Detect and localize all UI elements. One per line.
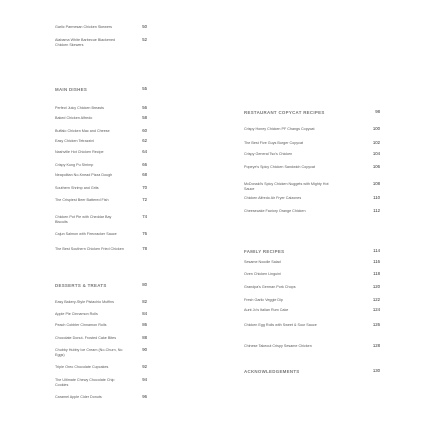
entry-title: The Best Southern Chicken Fried Chicken <box>55 247 124 251</box>
entry-title: The Ultimate Chewy Chocolate Chip Cookies <box>55 378 115 387</box>
page-number: 84 <box>142 311 147 316</box>
entry-title: Alabama White Barbecue Blackened Chicken Skewers <box>55 38 116 47</box>
page-number: 68 <box>142 172 147 177</box>
page-number: 76 <box>142 231 147 236</box>
section-title: MAIN DISHES <box>55 87 88 92</box>
page-number: 100 <box>372 126 380 131</box>
entry-title: Baked Chicken Alfredo <box>55 116 93 120</box>
section-title: FAMILY RECIPES <box>244 249 285 254</box>
page-number: 98 <box>375 109 380 114</box>
page-number: 114 <box>373 248 380 253</box>
entry-title: McDonald's Spicy Chicken Nuggets with Mighty Hot Sauce <box>244 182 329 191</box>
page-number: 86 <box>142 322 147 327</box>
page-number: 56 <box>142 105 147 110</box>
page-number: 78 <box>142 246 147 251</box>
page-number: 72 <box>142 197 147 202</box>
page-number: 104 <box>372 151 380 156</box>
entry-title: Chicken Alfredo Air Fryer Calzones <box>244 196 302 200</box>
page-number: 110 <box>373 195 380 200</box>
section-title: RESTAURANT COPYCAT RECIPES <box>244 110 325 115</box>
entry-title: Cheesecake Factory Orange Chicken <box>244 209 306 213</box>
page-number: 112 <box>373 208 380 213</box>
page-number: 60 <box>142 128 147 133</box>
entry-title: Peach Cobbler Cinnamon Rolls <box>55 323 107 327</box>
page-number: 64 <box>142 149 147 154</box>
entry-title: Chicken Pot Pie with Cheddar Bay Biscuits <box>55 215 112 224</box>
page-number: 80 <box>142 282 147 287</box>
page-number: 128 <box>372 343 380 348</box>
page-number: 55 <box>142 86 147 91</box>
page-number: 122 <box>372 297 380 302</box>
page-number: 82 <box>142 299 147 304</box>
entry-title: Aunt Jo's Italian Rum Cake <box>244 308 289 312</box>
entry-title: Apple Pie Cinnamon Rolls <box>55 312 98 316</box>
entry-title: Caramel Apple Cider Donuts <box>55 395 102 399</box>
entry-title: Popeye's Spicy Chicken Sandwich Copycat <box>244 165 316 169</box>
entry-title: Nashville Hot Chicken Recipe <box>55 150 104 154</box>
page-number: 96 <box>142 394 147 399</box>
entry-title: Chinese Takeout Crispy Sesame Chicken <box>244 344 312 348</box>
page-number: 62 <box>142 138 147 143</box>
entry-title: Southern Shrimp and Grits <box>55 186 99 190</box>
page-number: 116 <box>373 259 380 264</box>
page-number: 126 <box>372 322 380 327</box>
page-number: 58 <box>142 115 147 120</box>
page-number: 108 <box>372 181 380 186</box>
section-title: DESSERTS & TREATS <box>55 283 107 288</box>
entry-title: The Crispiest Beer Battered Fish <box>55 198 109 202</box>
page-number: 124 <box>372 307 380 312</box>
entry-title: Crispy General Tso's Chicken <box>244 152 293 156</box>
page-number: 52 <box>142 37 147 42</box>
page-number: 118 <box>373 271 380 276</box>
page-number: 90 <box>142 347 147 352</box>
page-number: 94 <box>142 377 147 382</box>
page-number: 130 <box>372 368 380 373</box>
page-number: 92 <box>142 364 147 369</box>
entry-title: Oven Chicken Linguini <box>244 272 281 276</box>
entry-title: Sesame Noodle Salad <box>244 260 281 264</box>
entry-title: The Best Five Guys Burger Copycat <box>244 141 304 145</box>
entry-title: Chicken Egg Rolls with Sweet & Sour Sauce <box>244 323 317 327</box>
entry-title: Garlic Parmesan Chicken Skewers <box>55 25 112 29</box>
entry-title: Grandpa's German Pork Chops <box>244 285 296 289</box>
entry-title: Chubby Hubby Ice Cream (No-Churn, No Eggs) <box>55 348 123 357</box>
page-number: 120 <box>372 284 380 289</box>
entry-title: Triple Oreo Chocolate Cupcakes <box>55 365 109 369</box>
page-number: 66 <box>142 162 147 167</box>
page-number: 74 <box>142 214 147 219</box>
page-number: 50 <box>142 24 147 29</box>
page-number: 102 <box>372 140 380 145</box>
entry-title: Easy Bakery-Style Pistachio Muffins <box>55 300 114 304</box>
page-number: 70 <box>142 185 147 190</box>
section-title: ACKNOWLEDGEMENTS <box>244 369 300 374</box>
entry-title: Crispy Honey Chicken PF Changs Copycat <box>244 127 315 131</box>
entry-title: Easy Chicken Tetrazzini <box>55 139 95 143</box>
entry-title: Chocolate Donut- Frosted Cake Bites <box>55 336 117 340</box>
entry-title: Neapolitan No-Knead Pizza Dough <box>55 173 113 177</box>
entry-title: Crispy Kung Pu Shrimp <box>55 163 94 167</box>
entry-title: Cajun Salmon with Firecracker Sauce <box>55 232 117 236</box>
entry-title: Perfect Juicy Chicken Breasts <box>55 106 104 110</box>
entry-title: Buffalo Chicken Mac and Cheese <box>55 129 110 133</box>
entry-title: Fresh Garlic Veggie Dip <box>244 298 283 302</box>
page-number: 106 <box>372 164 380 169</box>
page-number: 88 <box>142 335 147 340</box>
